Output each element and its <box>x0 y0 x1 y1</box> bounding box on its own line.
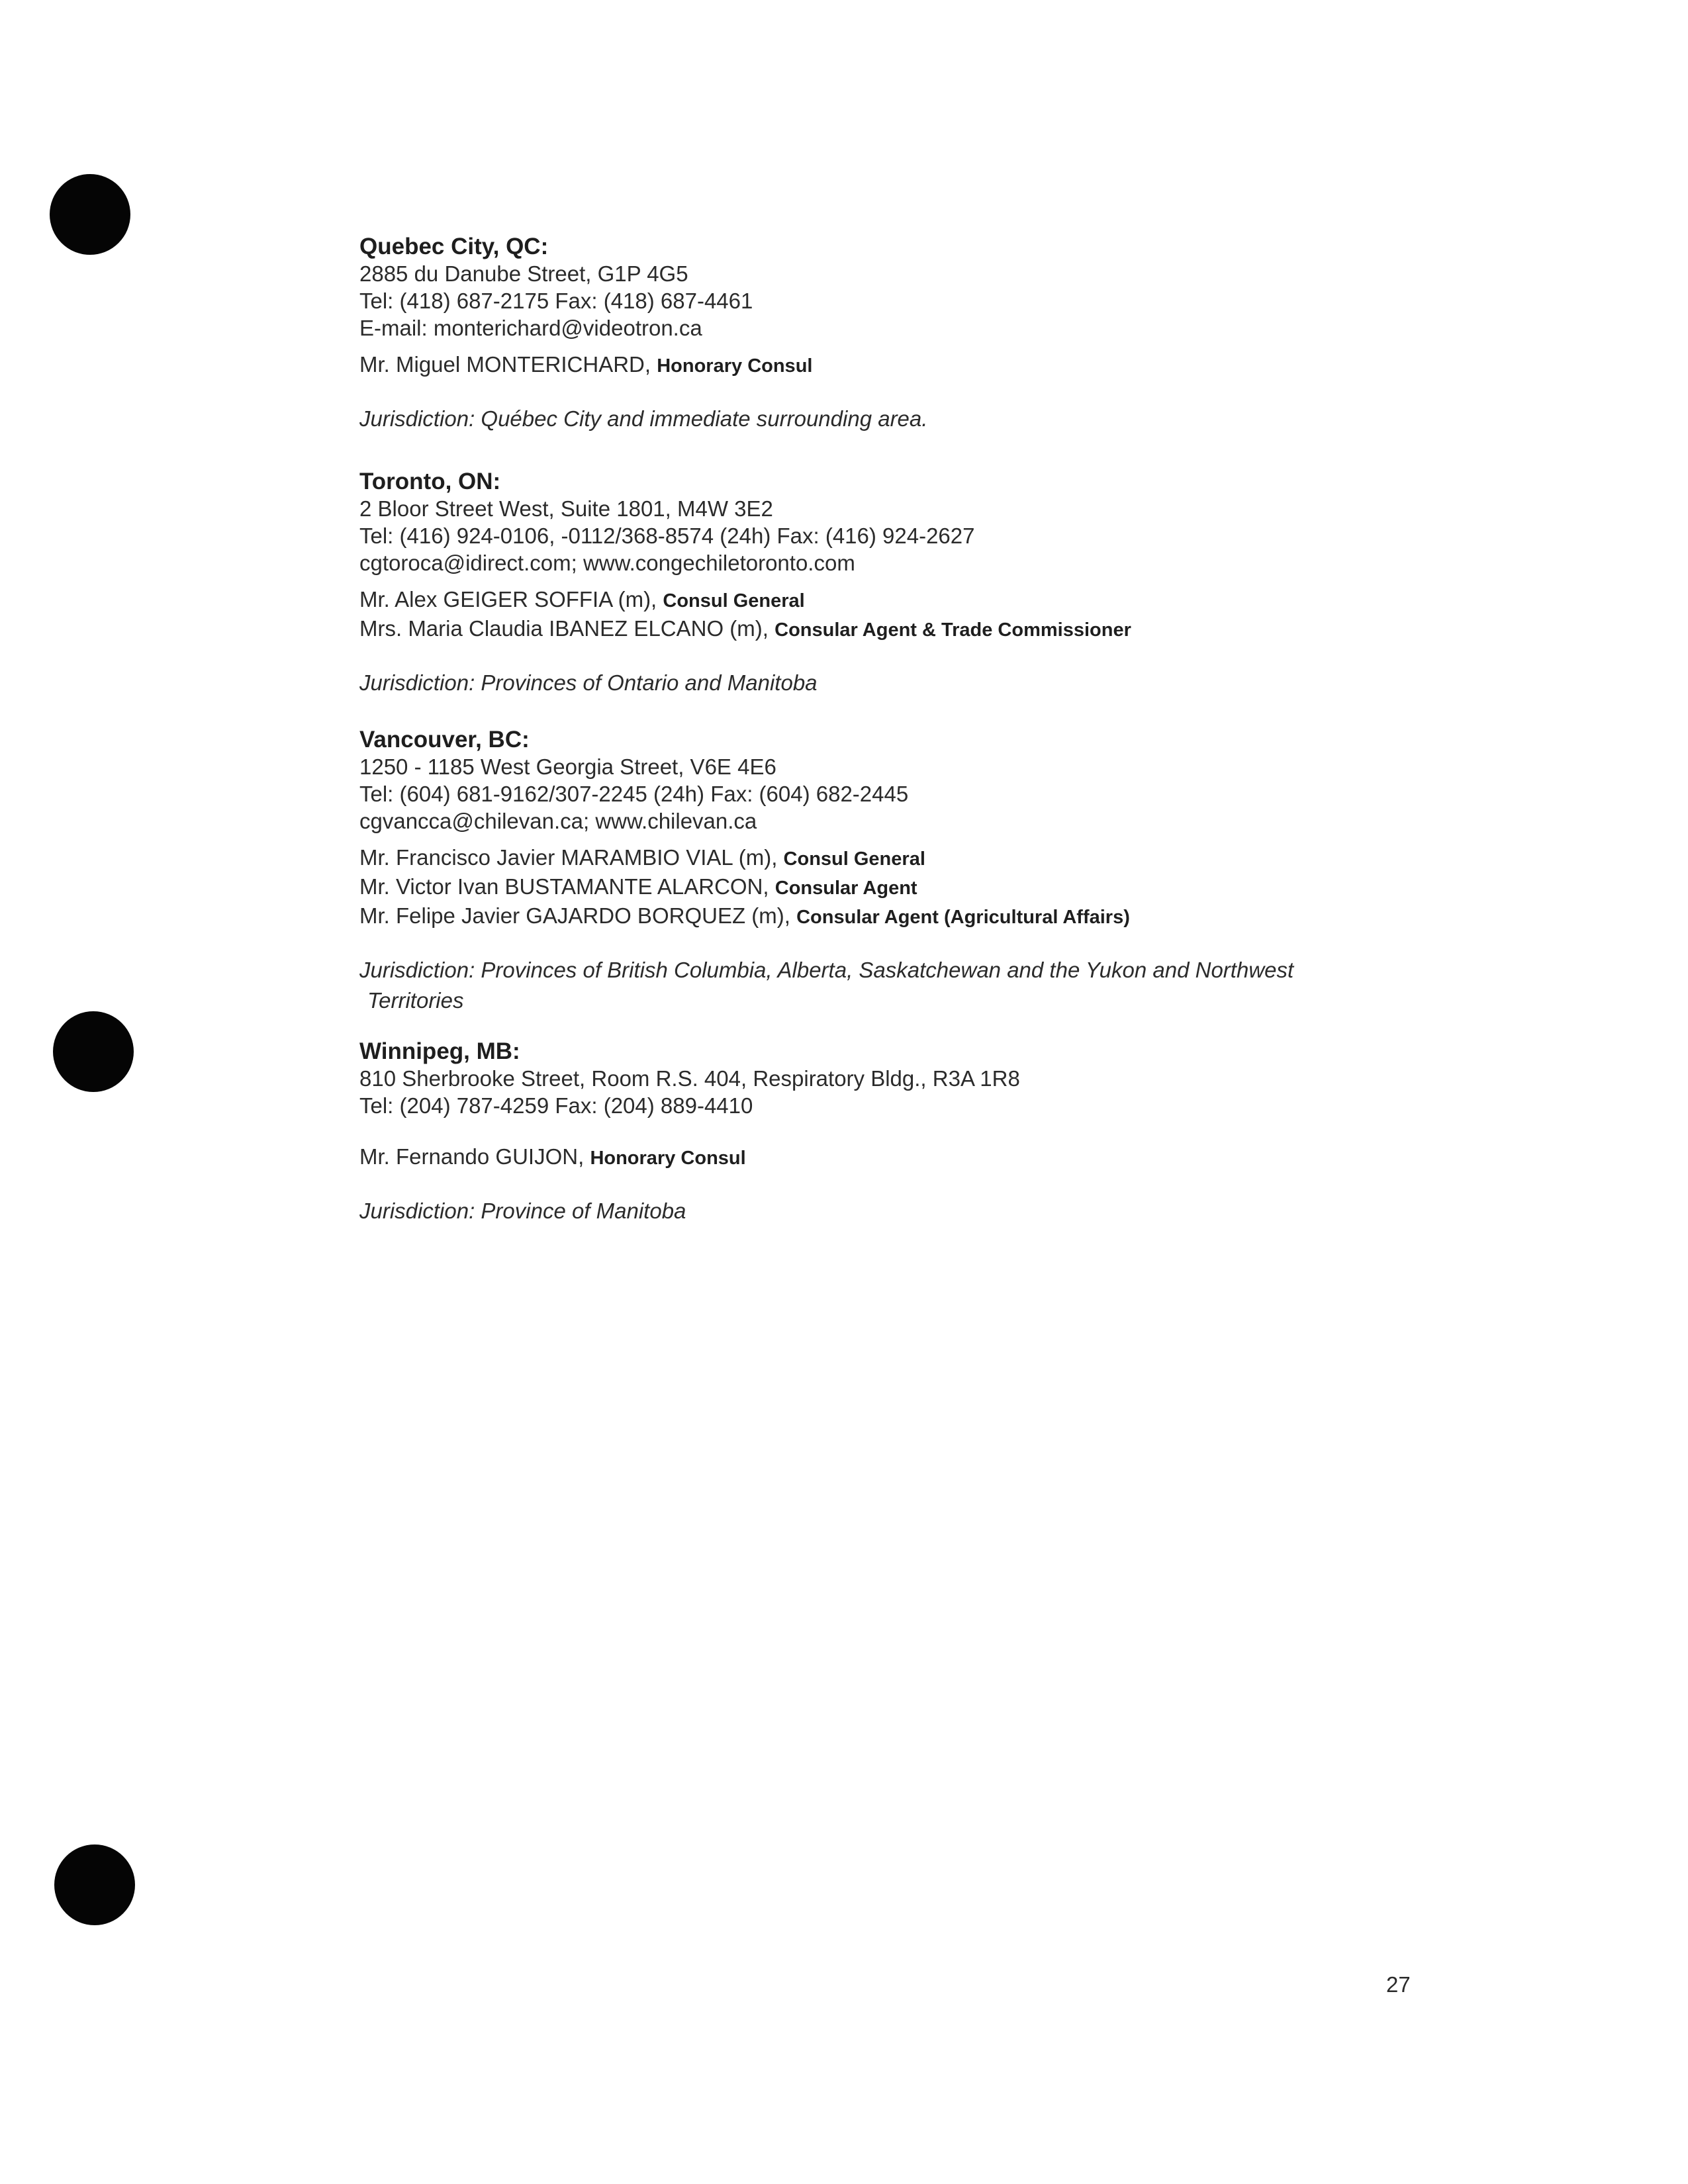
official-row <box>359 844 1419 873</box>
office-jurisdiction <box>359 404 1419 434</box>
official-title: Consular Agent & Trade Commissioner <box>774 619 1131 641</box>
consulate-entry-quebec <box>359 233 1419 434</box>
official-title: Consular Agent (Agricultural Affairs) <box>796 907 1130 928</box>
official-title: Honorary Consul <box>657 355 813 377</box>
jurisdiction-label: Jurisdiction: <box>359 406 475 431</box>
official-row <box>359 873 1419 902</box>
official-title: Honorary Consul <box>590 1148 746 1169</box>
official-name: Mrs. Maria Claudia IBANEZ ELCANO (m), <box>359 616 775 641</box>
jurisdiction-text: Provinces of Ontario and Manitoba <box>475 670 818 695</box>
jurisdiction-label: Jurisdiction: <box>359 670 475 695</box>
official-name: Mr. Fernando GUIJON, <box>359 1144 590 1169</box>
jurisdiction-continuation: Territories <box>367 988 464 1013</box>
jurisdiction-label: Jurisdiction: <box>359 1199 475 1223</box>
official-name: Mr. Alex GEIGER SOFFIA (m), <box>359 587 663 612</box>
office-heading: Winnipeg, MB: <box>359 1038 520 1064</box>
office-heading: Toronto, ON: <box>359 469 501 494</box>
office-address: 1250 - 1185 West Georgia Street, V6E 4E6 <box>359 754 776 779</box>
page-number: 27 <box>1386 1972 1411 1997</box>
office-phone: Tel: (204) 787-4259 Fax: (204) 889-4410 <box>359 1093 753 1118</box>
jurisdiction-text: Provinces of British Columbia, Alberta, Saskatchewan and the Yukon and Northwest <box>475 958 1294 982</box>
official-row <box>359 902 1419 931</box>
official-title: Consul General <box>783 848 925 870</box>
official-row <box>359 351 1419 380</box>
official-row <box>359 586 1419 615</box>
office-address: 2885 du Danube Street, G1P 4G5 <box>359 261 688 286</box>
office-phone: Tel: (416) 924-0106, -0112/368-8574 (24h) Fax: (416) 924-2627 <box>359 523 975 548</box>
binder-hole-middle <box>53 1011 134 1092</box>
binder-hole-bottom <box>54 1844 135 1925</box>
official-title: Consul General <box>663 590 805 612</box>
consulate-entry-vancouver <box>359 726 1419 1016</box>
official-title: Consular Agent <box>774 878 917 899</box>
jurisdiction-text: Québec City and immediate surrounding area. <box>475 406 928 431</box>
official-name: Mr. Victor Ivan BUSTAMANTE ALARCON, <box>359 874 775 899</box>
office-address: 810 Sherbrooke Street, Room R.S. 404, Respiratory Bldg., R3A 1R8 <box>359 1066 1020 1091</box>
binder-hole-top <box>50 174 130 255</box>
official-row <box>359 615 1419 644</box>
official-row <box>359 1143 1419 1172</box>
office-email: E-mail: monterichard@videotron.ca <box>359 316 702 340</box>
official-name: Mr. Felipe Javier GAJARDO BORQUEZ (m), <box>359 903 797 928</box>
office-heading: Vancouver, BC: <box>359 727 530 752</box>
jurisdiction-label: Jurisdiction: <box>359 958 475 982</box>
office-address: 2 Bloor Street West, Suite 1801, M4W 3E2 <box>359 496 773 521</box>
office-jurisdiction <box>359 955 1419 985</box>
consulate-entry-toronto <box>359 468 1419 698</box>
office-email-web: cgtoroca@idirect.com; www.congechiletoronto.com <box>359 551 855 575</box>
official-name: Mr. Francisco Javier MARAMBIO VIAL (m), <box>359 845 784 870</box>
office-heading: Quebec City, QC: <box>359 234 549 259</box>
office-jurisdiction <box>359 1196 1419 1226</box>
office-jurisdiction <box>359 668 1419 698</box>
jurisdiction-text: Province of Manitoba <box>475 1199 686 1223</box>
consulate-entry-winnipeg <box>359 1038 1419 1226</box>
office-phone: Tel: (418) 687-2175 Fax: (418) 687-4461 <box>359 289 753 313</box>
office-phone: Tel: (604) 681-9162/307-2245 (24h) Fax: (604) 682-2445 <box>359 782 909 806</box>
official-name: Mr. Miguel MONTERICHARD, <box>359 352 657 377</box>
office-email-web: cgvancca@chilevan.ca; www.chilevan.ca <box>359 809 757 833</box>
